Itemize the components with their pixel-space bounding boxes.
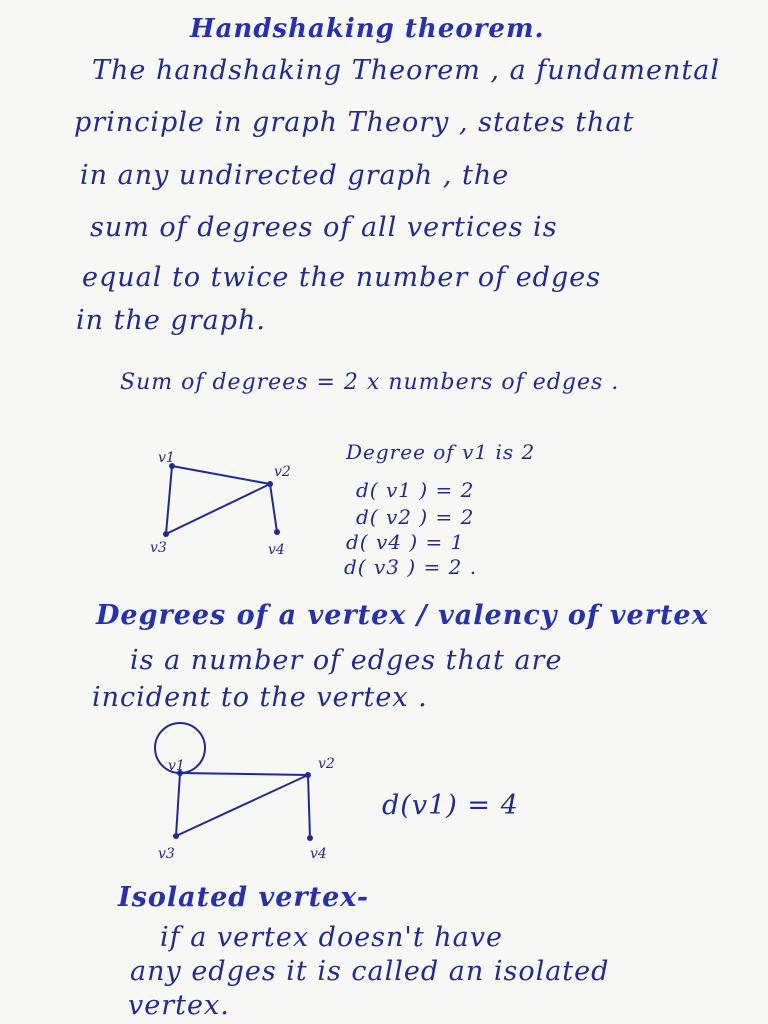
vertex-v3	[163, 531, 169, 537]
intro-line-1: The handshaking Theorem , a fundamental	[92, 55, 720, 86]
graph-1	[140, 450, 300, 565]
edge-v2-v4	[308, 775, 310, 838]
intro-line-4: sum of degrees of all vertices is	[90, 212, 558, 243]
edge-v3-v2	[166, 484, 270, 534]
label-v2: v2	[318, 756, 335, 772]
edge-v1-v2	[180, 773, 308, 775]
isolated-line-3: vertex.	[128, 990, 230, 1021]
edge-v2-v4	[270, 484, 277, 532]
vertex-v2	[305, 772, 311, 778]
label-v3: v3	[150, 540, 167, 556]
label-v4: v4	[310, 846, 327, 862]
label-v4: v4	[268, 542, 285, 558]
section-heading-isolated: Isolated vertex-	[118, 882, 370, 913]
vertex-v3	[173, 833, 179, 839]
degree-d-v3: d( v3 ) = 2 .	[344, 555, 478, 579]
graph-2	[140, 720, 360, 870]
section-heading-degree: Degrees of a vertex / valency of vertex	[96, 600, 709, 631]
edge-v3-v2	[176, 775, 308, 836]
degree-note-v1: d(v1) = 4	[382, 790, 519, 821]
label-v1: v1	[158, 450, 175, 466]
vertex-v4	[307, 835, 313, 841]
label-v2: v2	[274, 464, 291, 480]
degree-def-line-1: is a number of edges that are	[130, 645, 563, 676]
degree-d-v2: d( v2 ) = 2	[356, 505, 475, 529]
intro-line-3: in any undirected graph , the	[80, 160, 510, 191]
vertex-v2	[267, 481, 273, 487]
intro-line-6: in the graph.	[76, 305, 266, 336]
isolated-line-1: if a vertex doesn't have	[160, 922, 504, 953]
intro-line-2: principle in graph Theory , states that	[74, 107, 635, 138]
edge-v1-v2	[172, 466, 270, 484]
degree-def-line-2: incident to the vertex .	[92, 682, 428, 713]
degree-of-v1: Degree of v1 is 2	[346, 440, 536, 464]
label-v3: v3	[158, 846, 175, 862]
vertex-v4	[274, 529, 280, 535]
degree-d-v4: d( v4 ) = 1	[346, 530, 465, 554]
handshake-formula: Sum of degrees = 2 x numbers of edges .	[120, 370, 620, 395]
edge-v1-v3	[176, 773, 180, 836]
edge-v1-v3	[166, 466, 172, 534]
isolated-line-2: any edges it is called an isolated	[130, 956, 610, 987]
page-title: Handshaking theorem.	[190, 14, 545, 44]
label-v1: v1	[168, 758, 185, 774]
intro-line-5: equal to twice the number of edges	[82, 262, 602, 293]
degree-d-v1: d( v1 ) = 2	[356, 478, 475, 502]
